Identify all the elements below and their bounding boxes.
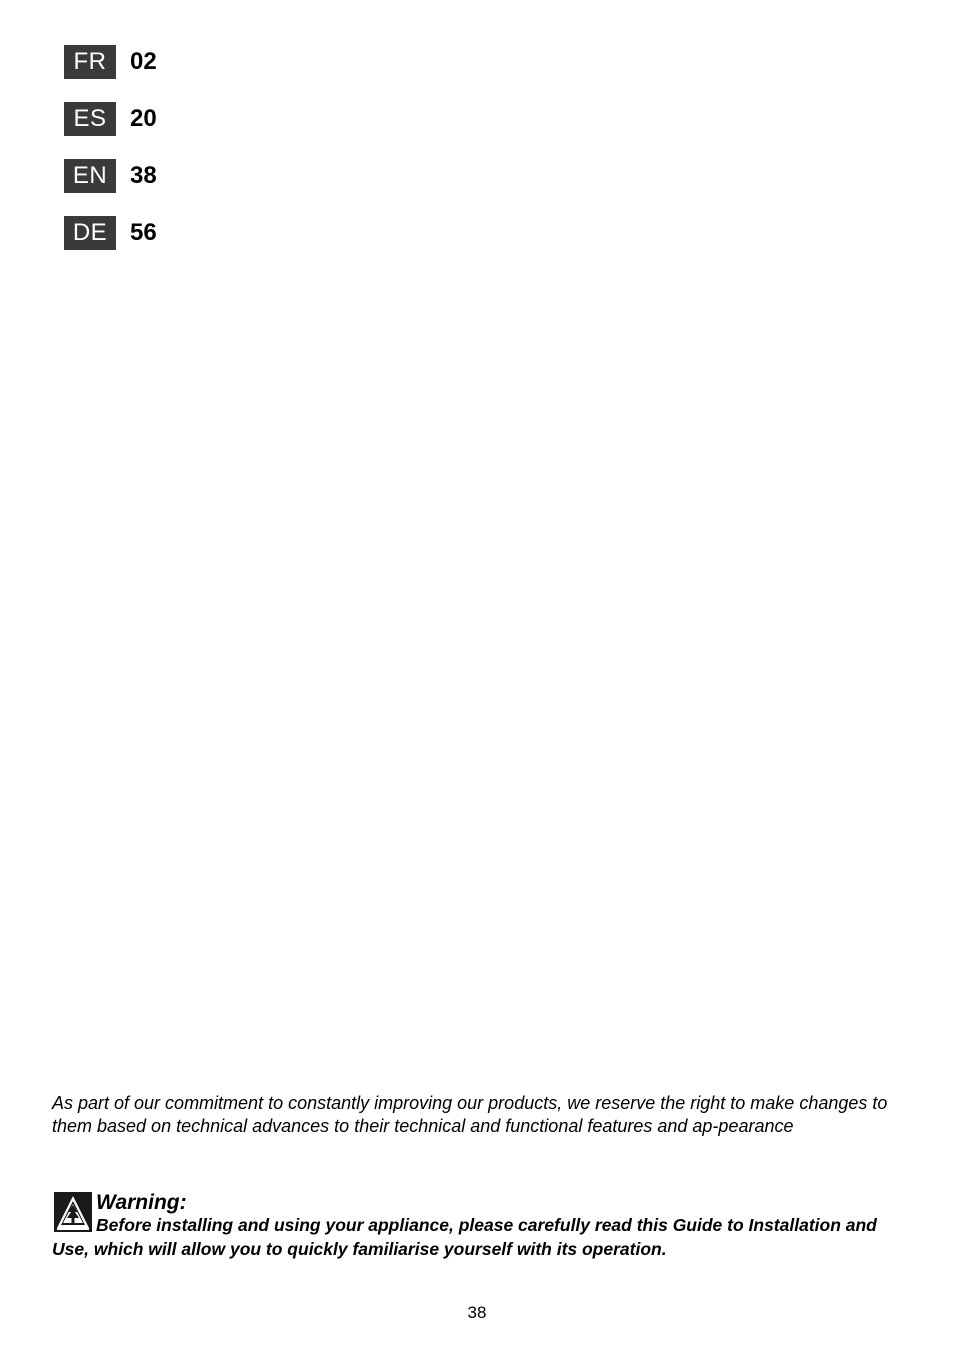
language-code-tag: DE [64,216,116,250]
warning-title: Warning: [96,1191,187,1214]
language-page-number: 02 [130,48,157,75]
warning-body: Before installing and using your appliance, please carefully read this Guide to Installation and Use, which will allow you to quickly familiarise yourself with its operation. [52,1215,877,1259]
language-code-tag: ES [64,102,116,136]
product-disclaimer: As part of our commitment to constantly improving our products, we reserve the right to make changes to them based on technical advances to their technical and functional features and ap-pearance [52,1093,888,1136]
language-page-number: 38 [130,162,157,189]
language-page-number: 56 [130,219,157,246]
language-page-number: 20 [130,105,157,132]
language-index [64,45,157,273]
language-row-de [64,216,157,250]
language-row-es [64,102,157,136]
language-row-fr [64,45,157,79]
language-code-tag: FR [64,45,116,79]
page-number: 38 [467,1303,487,1322]
language-row-en [64,159,157,193]
language-code-tag: EN [64,159,116,193]
